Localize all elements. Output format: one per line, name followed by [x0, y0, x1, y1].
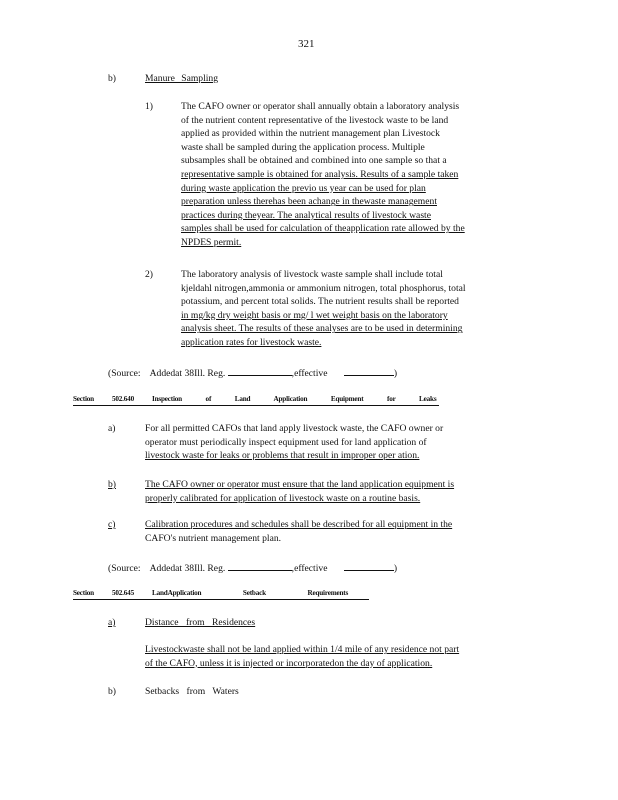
date-blank: [344, 560, 394, 571]
item-c-marker: c): [108, 519, 116, 530]
paragraph-line: Livestockwaste shall not be land applied within 1/4 mile of any residence not part: [145, 644, 460, 655]
section-label: Section: [73, 589, 94, 597]
item-b-marker: b): [108, 686, 116, 697]
section-header-rule: [73, 599, 369, 600]
source-suffix: ): [393, 368, 398, 379]
item-a-paragraph: [145, 422, 540, 463]
paragraph-line: representative sample is obtained for analysis. Results of a sample taken: [181, 168, 459, 180]
source-middle: ,effective: [291, 368, 328, 379]
paragraph-line: of the CAFO, unless it is injected or incorporatedon the day of application.: [145, 657, 433, 669]
date-blank: [228, 560, 292, 571]
source-note: [108, 365, 397, 381]
section-number: 502.640: [112, 395, 134, 403]
item-a-marker: a): [108, 617, 116, 628]
section-label: Section: [73, 395, 94, 403]
source-middle: ,effective: [291, 563, 328, 574]
section-header-rule: [73, 405, 439, 406]
section-b-marker: b): [108, 73, 116, 84]
section-number: 502.645: [112, 589, 134, 597]
item-2-paragraph: [181, 268, 541, 350]
paragraph-line: CAFO's nutrient management plan.: [145, 532, 282, 544]
section-title: Inspection of Land Application Equipment for Leaks: [152, 395, 437, 403]
paragraph-line: The CAFO owner or operator shall annually obtain a laboratory analysis: [181, 101, 460, 112]
paragraph-line: livestock waste for leaks or problems that result in improper oper ation.: [145, 450, 420, 462]
distance-from-residences-title: Distance from Residences: [145, 617, 256, 628]
paragraph-line: The laboratory analysis of livestock waste sample shall include total: [181, 269, 443, 280]
paragraph-line: in mg/kg dry weight basis or mg/ l wet weight basis on the laboratory: [181, 309, 448, 321]
paragraph-line: practices during theyear. The analytical results of livestock waste: [181, 209, 431, 221]
setbacks-from-waters-title: Setbacks from Waters: [145, 686, 239, 697]
item-c-paragraph: [145, 518, 540, 545]
paragraph-line: of the nutrient content representative of the livestock waste to be land: [181, 114, 449, 126]
paragraph-line: during waste application the previo us year can be used for plan: [181, 182, 426, 194]
paragraph-line: applied as provided within the nutrient management plan Livestock: [181, 128, 440, 140]
source-prefix: (Source:: [108, 563, 141, 574]
paragraph-line: potassium, and percent total solids. The nutrient results shall be reported: [181, 296, 459, 308]
item-a-paragraph: [145, 643, 545, 670]
source-text: Addedat 38Ill. Reg.: [149, 563, 226, 574]
paragraph-line: waste shall be sampled during the application process. Multiple: [181, 141, 425, 153]
item-b-marker: b): [108, 479, 116, 490]
source-suffix: ): [393, 563, 398, 574]
paragraph-line: The CAFO owner or operator must ensure that the land application equipment is: [145, 479, 455, 490]
paragraph-line: subsamples shall be obtained and combined into one sample so that a: [181, 155, 447, 167]
item-a-marker: a): [108, 423, 116, 434]
date-blank: [228, 365, 292, 376]
source-prefix: (Source:: [108, 368, 141, 379]
paragraph-line: NPDES permit.: [181, 236, 242, 248]
paragraph-line: preparation unless therehas been achange in thewaste management: [181, 196, 437, 208]
paragraph-line: samples shall be used for calculation of theapplication rate allowed by the: [181, 223, 465, 235]
source-note: [108, 560, 397, 576]
page-number: 321: [298, 38, 315, 50]
paragraph-line: For all permitted CAFOs that land apply livestock waste, the CAFO owner or: [145, 423, 444, 434]
paragraph-line: properly calibrated for application of livestock waste on a routine basis.: [145, 492, 421, 504]
date-blank: [344, 365, 394, 376]
item-2-marker: 2): [145, 269, 153, 280]
item-1-paragraph: [181, 100, 541, 250]
paragraph-line: kjeldahl nitrogen,ammonia or ammonium nitrogen, total phosphorus, total: [181, 282, 466, 294]
paragraph-line: operator must periodically inspect equipment used for land application of: [145, 436, 427, 448]
paragraph-line: application rates for livestock waste.: [181, 336, 322, 348]
source-text: Addedat 38Ill. Reg.: [149, 368, 226, 379]
paragraph-line: analysis sheet. The results of these analyses are to be used in determining: [181, 323, 463, 335]
section-title: LandApplication Setback Requirements: [152, 589, 349, 597]
item-1-marker: 1): [145, 101, 153, 112]
manure-sampling-title: Manure Sampling: [145, 73, 219, 84]
item-b-paragraph: [145, 478, 540, 505]
paragraph-line: Calibration procedures and schedules shall be described for all equipment in the: [145, 519, 453, 530]
